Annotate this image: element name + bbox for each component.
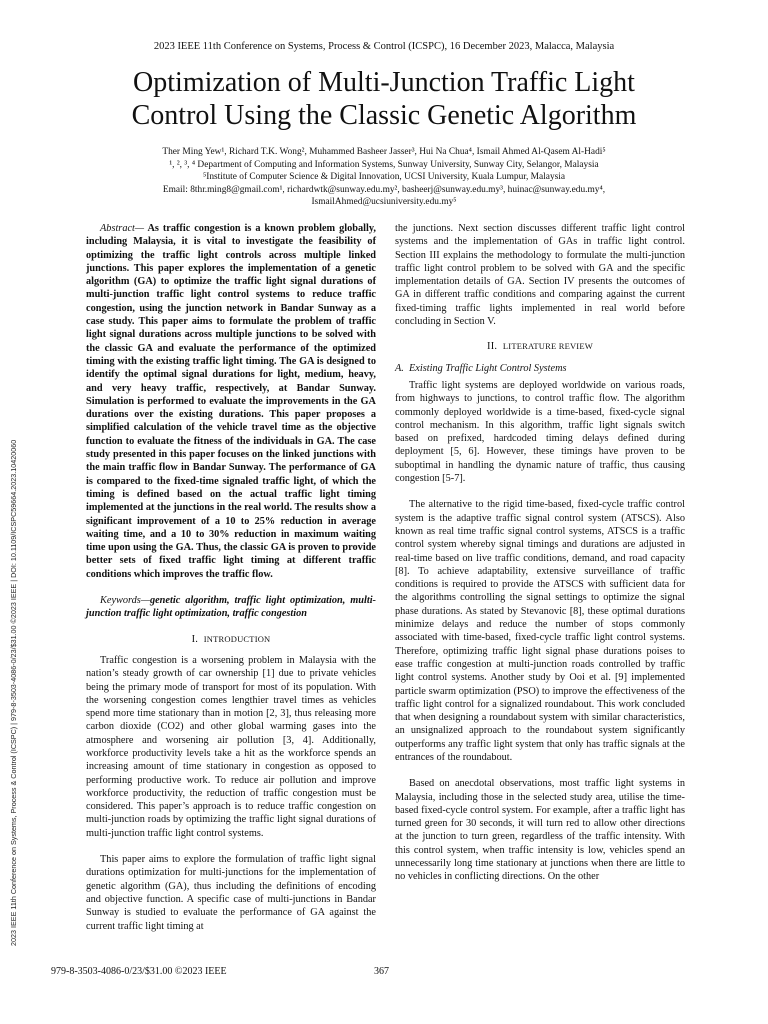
right-column — [395, 222, 685, 884]
keywords-label: Keywords— — [100, 595, 150, 607]
section-number: I. — [191, 633, 199, 645]
section-heading-literature-review — [395, 340, 685, 353]
section-title: INTRODUCTION — [203, 633, 271, 644]
left-column — [86, 222, 376, 933]
affiliation-2: ⁵Institute of Computer Science & Digital Innovation, UCSI University, Kuala Lumpur, Malaysia — [202, 172, 566, 182]
title-line-1: Optimization of Multi-Junction Traffic Light — [133, 67, 635, 98]
title-line-2: Control Using the Classic Genetic Algorithm — [131, 100, 637, 131]
literature-paragraph-2: The alternative to the rigid time-based, fixed-cycle traffic control system is the adaptive traffic signal control system (ATSCS). Also known as real time traffic signal control systems, ATSCS is a traffic control system whereby signal timings and durations are adjusted in real-time based on live traffic conditions, demand, and road capacity [8]. To achieve adaptability, extensive surveillance of traffic conditions is required to provide the ATSCS with sufficient data for the algorithms controlling the signal settings to optimize the signal phase durations. As stated by Stevanovic [8], these optimal durations minimize delays and reduce the number of stops commonly associated with time-based, fixed-cycle traffic light control systems. Therefore, optimizing traffic light signal phase durations poises to ease traffic congestion at multi-junction roads controlled by traffic light control systems. Another study by Ooi et al. [9] implemented particle swarm optimization (PSO) to improve the effectiveness of the traffic light control for a signalized roundabout. This work concluded that when designing a roundabout system with similar characteristics, an unsignalized approach to the roundabout system significantly outperforms any traffic light system that only has traffic signals at the entrances of the roundabout. — [395, 499, 685, 763]
keywords — [86, 594, 376, 621]
affiliation-1: ¹, ², ³, ⁴ Department of Computing and Information Systems, Sunway University, Sunway City, Selangor, Malaysia — [169, 159, 599, 170]
paper-title — [60, 66, 708, 132]
literature-paragraph-3: Based on anecdotal observations, most traffic light systems in Malaysia, including those in the selected study area, utilise the time-based fixed-cycle control system. For example, after a traffic light has turned green for 30 seconds, it will turn red to allow other directions at the junction to turn green, regardless of the traffic intensity. With this control system, when traffic intensity is low, vehicles spend an unnecessarily long time stationary at junctions when there are little to no vehicles in conflicting directions. On the other — [395, 778, 685, 883]
abstract-label: Abstract— — [100, 223, 145, 234]
intro-paragraph-2: This paper aims to explore the formulation of traffic light signal durations optimization for multi-junctions for the implementation of genetic algorithm (GA), thus including the definitions of encoding and objective function. A specific case of multi-junctions in Bandar Sunway is studied to evaluate the performance of GA against the current traffic light timing at — [86, 854, 376, 932]
author-names: Ther Ming Yew¹, Richard T.K. Wong², Muhammed Basheer Jasser³, Hui Na Chua⁴, Ismail Ahmed Al-Qasem Al-Hadi⁵ — [162, 147, 606, 157]
section-heading-introduction — [86, 633, 376, 646]
conference-header: 2023 IEEE 11th Conference on Systems, Process & Control (ICSPC), 16 December 2023, Malacca, Malaysia — [153, 41, 615, 52]
literature-paragraph-1: Traffic light systems are deployed worldwide on various roads, from highways to junctions, to control traffic flow. The algorithm commonly deployed worldwide is a time-based, fixed-cycle signal control mechanism. In this algorithm, traffic light signals switch based on prefixed, hardcoded timing delays defined during deployment [5, 6]. However, these timings have proven to be suboptimal in handling the dynamic nature of traffic, thus causing congestion [5-7]. — [395, 379, 685, 485]
subsection-heading: A. Existing Traffic Light Control Systems — [395, 362, 567, 374]
footer-isbn: 979-8-3503-4086-0/23/$31.00 ©2023 IEEE — [51, 966, 227, 977]
author-emails-2: IsmailAhmed@ucsiuniversity.edu.my⁵ — [311, 197, 457, 207]
keywords-text: genetic algorithm, traffic light optimization, multi-junction traffic light optimization, traffic congestion — [86, 595, 376, 620]
section-number: II. — [487, 341, 498, 353]
intro-paragraph-continued: the junctions. Next section discusses different traffic light control systems and the implementation of GAs in traffic light control. Section III explains the methodology to formulate the multi-junction traffic light control problem to be solved with GA and the specific implementation details of GA. Section IV presents the outcomes of GA in different traffic conditions and comparing against the current fixed-timing traffic lights implemented in real world before concluding in Section V. — [395, 223, 685, 328]
page-number: 367 — [374, 966, 389, 977]
author-emails-1: Email: 8thr.ming8@gmail.com¹, richardwtk@sunway.edu.my², basheerj@sunway.edu.my³, huinac@sunway.edu.my⁴, — [162, 184, 606, 195]
side-identifier: 2023 IEEE 11th Conference on Systems, Process & Control (ICSPC) | 979-8-3503-4086-0/23/$31.00 ©2023 IEEE | DOI: 10.1109/ICSPC59664.2023.10420060 — [9, 439, 18, 946]
abstract-text: As traffic congestion is a known problem globally, including Malaysia, it is vital to investigate the feasibility of optimizing the traffic light controls across multiple linked junctions. This paper explores the implementation of a genetic algorithm (GA) to optimize the traffic light signal durations of multi-junction traffic light control systems to reduce traffic congestion, using the junction network in Bandar Sunway as a case study. This paper aims to formulate the problem of traffic light signal durations across multiple junctions to be solved with the classic GA and evaluate the performance of the optimized timing with the existing traffic light timing. The GA is designed to identify the optimal signal durations for light, medium, heavy, and very heavy traffic, respectively, at Bandar Sunway. Simulation is performed to evaluate the improvements in the GA durations over the existing durations. This paper proposes a simplified calculation of the vehicle travel time as the objective function to evaluate the fitness of the individuals in GA. The case study presented in this paper focuses on the linked junctions with the main traffic flow in Bandar Sunway. The performance of GA is compared to the fixed-time signaled traffic light, of which the timing is defined based on the actual traffic light timing implemented at the junctions in the real world. The results show a significant improvement of a 10 to 25% reduction in average waiting time, and a 10 to 30% reduction in maximum waiting time upon using the GA. Thus, the classic GA is proven to provide better sets of fixed traffic light timing at different traffic conditions which improves the traffic flow. — [86, 223, 376, 580]
intro-paragraph-1: Traffic congestion is a worsening problem in Malaysia with the nation’s steady growth of car ownership [1] due to private vehicles being the primary mode of transport for most of its population. With the worsening congestion comes lengthier travel times as vehicles spend more time stationary than in motion [2, 3], thus releasing more carbon dioxide (CO2) and other global warming gases into the atmosphere and worsening air pollution [3, 4]. Additionally, workforce productivity levels take a hit as the workforce spends an increasing amount of time stationary in congestion as opposed to performing productive work. To reduce air pollution and improve workforce productivity, the reduction of traffic congestion must be considered. This paper’s approach is to reduce traffic congestion on multi-junction roads by optimizing the traffic light signal durations of multi-junction traffic light control systems. — [86, 654, 376, 839]
author-block — [40, 146, 728, 209]
section-title: LITERATURE REVIEW — [502, 341, 593, 352]
abstract — [86, 222, 376, 581]
